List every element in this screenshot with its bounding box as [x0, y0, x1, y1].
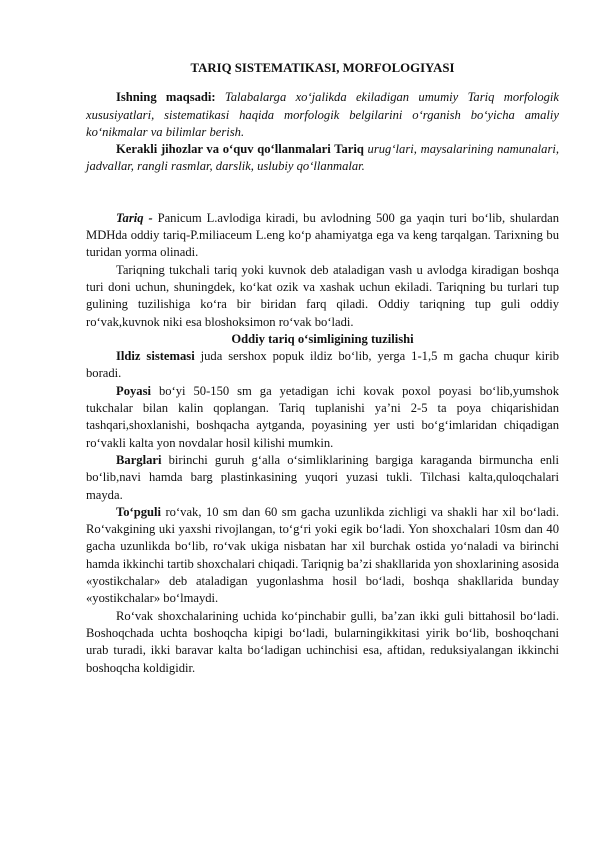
- equipment-text: urug‘lari, maysalarining namunalari, jadvallar, rangli rasmlar, darslik, uslubiy qo‘llanmalar.: [86, 142, 559, 174]
- root-label: Ildiz sistemasi: [116, 349, 195, 364]
- stem-text: bo‘yi 50-150 sm ga yetadigan ichi kovak poxol poyasi bo‘lib,yumshok tukchalar bilan kalin qoplangan. Tariq tuplanishi ya’ni 2-5 ta poya chiqarishidan tashqari,shoxlanishi, boshqacha aytganda, poyasining yer usti bo‘g‘imlaridan chiqadigan ro‘vakli kalta yon novdalar hosil kilishi mumkin.: [86, 383, 559, 450]
- tariq-label: Tariq -: [116, 210, 153, 225]
- panicle-paragraph: [86, 504, 559, 608]
- purpose-text: Talabalarga xo‘jalikda ekiladigan umumiy Tariq morfologik xususiyatlari, sistematikasi haqida morfologik belgilarini o‘rganish bo‘yicha amaliy ko‘nikmalar va bilimlar berish.: [86, 90, 559, 139]
- leaves-paragraph: [86, 452, 559, 504]
- spikelet-paragraph: Ro‘vak shoxchalarining uchida ko‘pinchabir gulli, ba’zan ikki guli bittahosil bo‘ladi. Boshoqchada uchta boshoqcha kipigi bo‘ladi, bularningikkitasi yirik bo‘lib, boshoqchani urab turadi, ikki baravar kalta bo‘ladigan uchinchisi esa, aftidan, reduksiyalangan ikkinchi boshoqcha koldigidir.: [86, 608, 559, 675]
- root-text: juda sershox popuk ildiz bo‘lib, yerga 1-1,5 m gacha chuqur kirib boradi.: [86, 349, 560, 381]
- purpose-paragraph: [86, 89, 559, 141]
- document-page: [86, 60, 559, 677]
- stem-paragraph: [86, 383, 559, 452]
- equipment-paragraph: [86, 141, 559, 176]
- leaves-label: Barglari: [116, 452, 162, 467]
- leaves-text: birinchi guruh g‘alla o‘simliklarining bargiga karaganda birmuncha enli bo‘lib,navi hamda barg plastinkasining yuqori yuzasi tukli. Tilchasi kalta,quloqchalari mayda.: [86, 452, 559, 502]
- panicle-label: To‘pguli: [116, 504, 162, 519]
- spacer: [86, 176, 559, 210]
- purpose-label: Ishning maqsadi:: [116, 90, 216, 105]
- root-paragraph: [86, 348, 559, 383]
- types-paragraph: Tariqning tukchali tariq yoki kuvnok deb ataladigan vash u avlodga kiradigan boshqa turi doni uchun, shuningdek, ko‘kat ozik va xashak uchun ekiladi. Tariqning bu turlari tup gulining tuzilishiga ko‘ra bir biridan farq qiladi. Oddiy tariqning tup guli oddiy ro‘vak,kuvnok niki esa bloshoksimon ro‘vak bo‘ladi.: [86, 262, 559, 329]
- tariq-paragraph: [86, 210, 559, 262]
- panicle-text: ro‘vak, 10 sm dan 60 sm gacha uzunlikda zichligi va shakli har xil bo‘ladi. Ro‘vakgining uki yaxshi rivojlangan, to‘g‘ri yoki egik bo‘ladi. Yon shoxchalari 10sm dan 40 gacha uzunlikda bo‘lib, ro‘vak ukiga nisbatan har xil burchak ostida yo‘naladi va birinchi hamda ikkinchi tartib shoxchalari chiqadi. Tariqnig ba’zi shakllarida yon shoxlarining asosida «yostikchalar» deb ataladigan yugonlashma hosil bo‘ladi, boshqa shakllarida bunday «yostikchalar» bo‘lmaydi.: [86, 504, 559, 606]
- equipment-label: Kerakli jihozlar va o‘quv qo‘llanmalari Tariq: [116, 142, 364, 157]
- section-subtitle: Oddiy tariq o‘simligining tuzilishi: [231, 331, 414, 346]
- page-title: TARIQ SISTEMATIKASI, MORFOLOGIYASI: [190, 61, 455, 75]
- tariq-text: Panicum L.avlodiga kiradi, bu avlodning 500 ga yaqin turi bo‘lib, shulardan MDHda oddiy tariq-P.miliaceum L.eng ko‘p ahamiyatga ega va keng tarqalgan. Tarixning bu turidan yorma olinadi.: [86, 210, 559, 260]
- stem-label: Poyasi: [116, 383, 151, 398]
